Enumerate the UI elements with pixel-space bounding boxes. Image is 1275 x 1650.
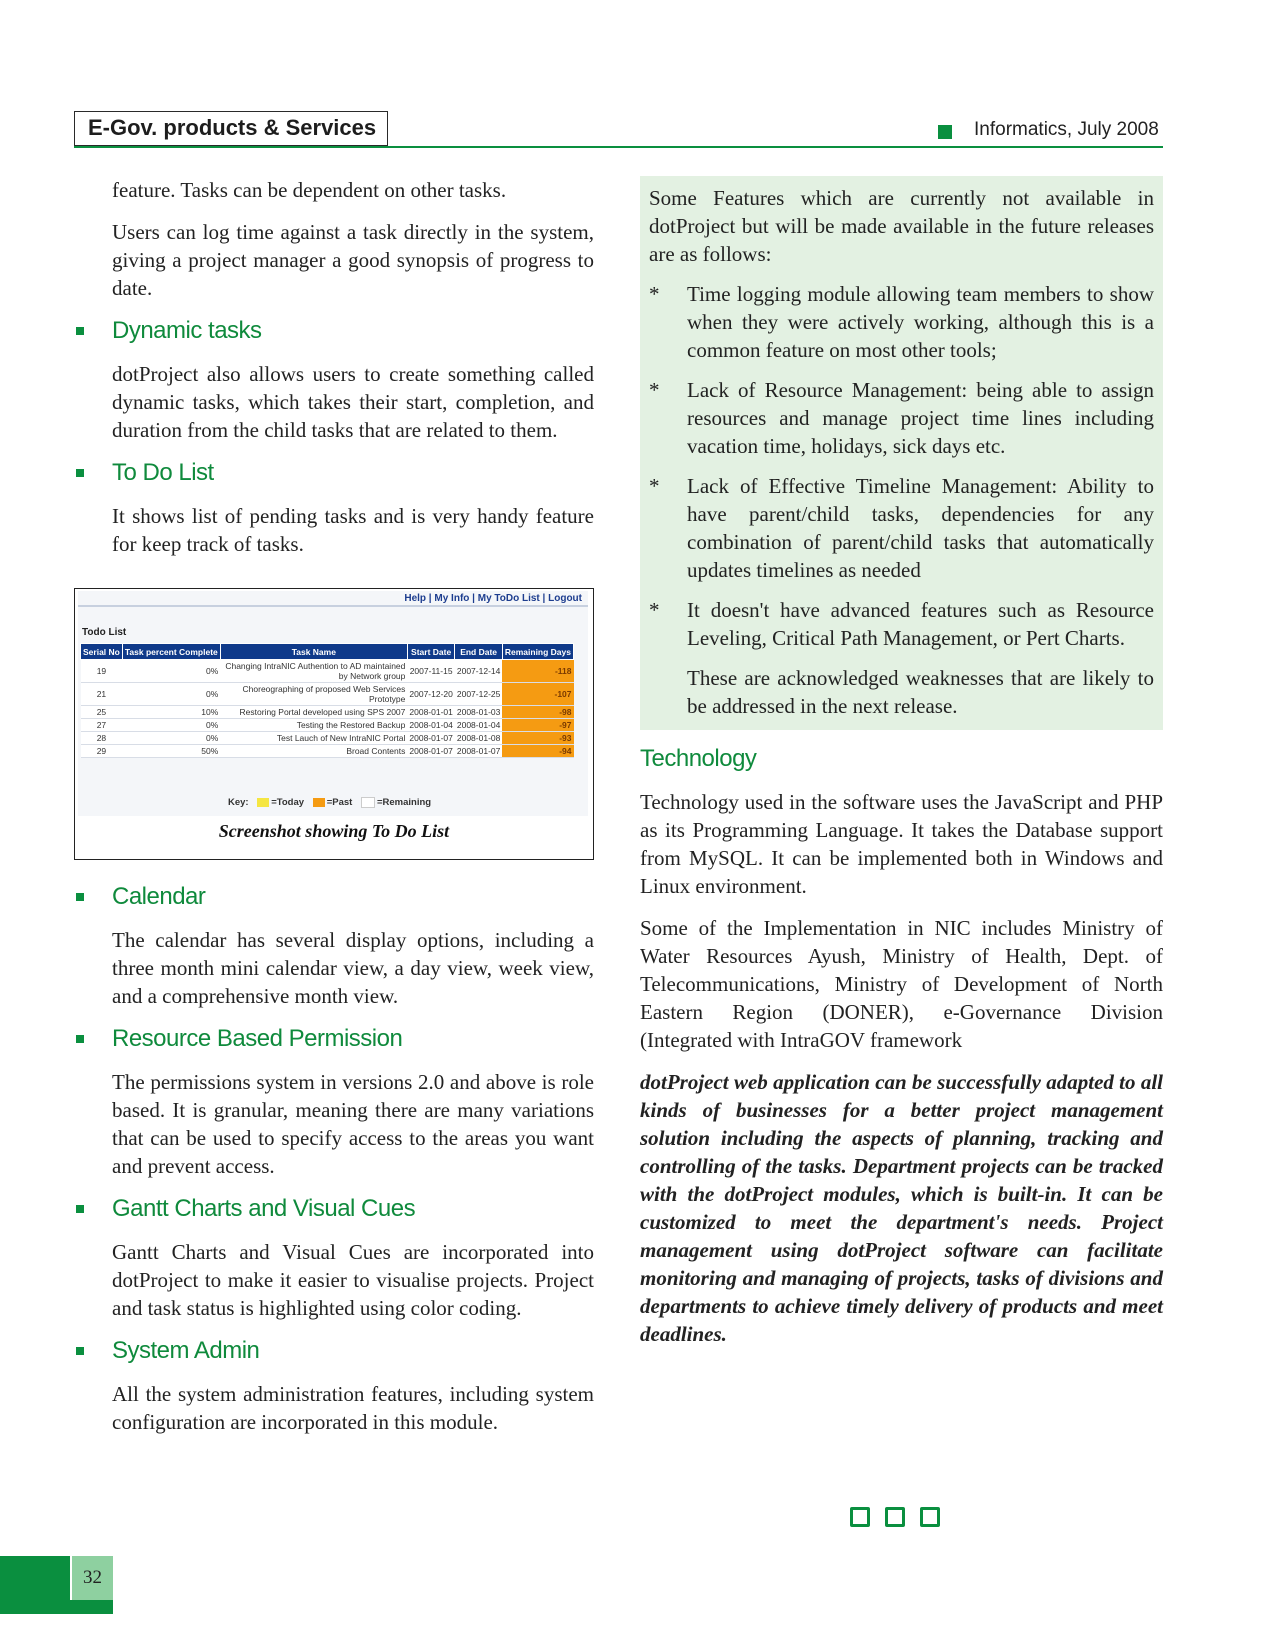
list-item-text: Time logging module allowing team members to show when they were actively working, although this is a common feature on most other tools; — [687, 282, 1154, 362]
bullet-square-icon — [76, 327, 84, 335]
left-column — [74, 176, 594, 1436]
heading-system-admin — [74, 1336, 594, 1366]
paragraph-permission: The permissions system in versions 2.0 and above is role based. It is granular, meaning there are many variations that can be used to specify access to the areas you want and prevent access. — [112, 1070, 594, 1178]
cell-end-date: 2007-12-14 — [455, 660, 502, 683]
cell-remaining-days: -93 — [502, 732, 573, 745]
heading-text: Technology — [640, 745, 757, 772]
paragraph-system-admin: All the system administration features, including system configuration are incorporated in this module. — [112, 1382, 594, 1434]
table-row — [81, 732, 574, 745]
right-column — [640, 176, 1163, 1348]
list-item-text: Lack of Effective Timeline Management: Ability to have parent/child tasks, dependencies for any combination of parent/child tasks that automatically updates timelines as needed — [687, 474, 1154, 582]
column-header: Remaining Days — [502, 644, 573, 660]
cell-end-date: 2008-01-04 — [456, 720, 501, 730]
paragraph-implementations: Some of the Implementation in NIC includes Ministry of Water Resources Ayush, Ministry of Health, Dept. of Telecommunications, Ministry of Development of North Eastern Region (DONER), e-Governance Division (Integrated with IntraGOV framework — [640, 916, 1163, 1052]
cell-percent: 50% — [122, 745, 220, 758]
cell-start-date: 2007-12-20 — [407, 683, 454, 706]
cell-remaining-days: -98 — [502, 706, 573, 719]
cell-remaining-days: -97 — [502, 719, 573, 732]
cell-percent: 0% — [122, 719, 220, 732]
key-remaining: =Remaining — [376, 797, 432, 809]
footer-green-strip — [0, 1600, 113, 1614]
paragraph-technology: Technology used in the software uses the JavaScript and PHP as its Programming Language. It takes the Database support from MySQL. It can be implemented both in Windows and Linux environment. — [640, 790, 1163, 898]
bullet-square-icon — [76, 1347, 84, 1355]
key-label: Key: — [228, 797, 249, 809]
screenshot-top-links: Help | My Info | My ToDo List | Logout — [404, 593, 582, 604]
bullet-square-icon — [76, 1035, 84, 1043]
cell-end-date: 2008-01-08 — [456, 733, 501, 743]
cell-percent: 0% — [122, 660, 220, 683]
table-row — [81, 719, 574, 732]
paragraph-todo-list: It shows list of pending tasks and is very handy feature for keep track of tasks. — [112, 504, 594, 556]
cell-percent: 10% — [122, 706, 220, 719]
cell-remaining-days: -94 — [502, 745, 573, 758]
paragraph-dynamic-tasks: dotProject also allows users to create something called dynamic tasks, which takes their start, completion, and duration from the child tasks that are related to them. — [112, 362, 594, 442]
bullet-square-icon — [76, 1205, 84, 1213]
todo-list-screenshot-figure — [74, 588, 594, 860]
today-swatch — [257, 798, 269, 807]
list-item — [649, 596, 1154, 652]
heading-todo-list — [74, 458, 594, 488]
heading-text: Calendar — [112, 883, 206, 910]
column-header: Task Name — [220, 644, 407, 660]
heading-text: Dynamic tasks — [112, 317, 262, 344]
cell-serial: 28 — [81, 732, 123, 745]
cell-task-name: Broad Contents — [220, 745, 407, 758]
screenshot-key-legend — [228, 797, 431, 808]
table-row — [81, 706, 574, 719]
cell-start-date: 2007-11-15 — [407, 660, 454, 683]
list-item — [649, 280, 1154, 364]
heading-gantt-charts — [74, 1194, 594, 1224]
column-header: Serial No — [81, 644, 123, 660]
cell-start-date: 2008-01-01 — [409, 707, 453, 717]
key-past: =Past — [326, 797, 353, 809]
todo-list-screenshot — [78, 591, 588, 816]
heading-calendar — [74, 882, 594, 912]
header-rule — [74, 146, 1163, 148]
list-item — [649, 376, 1154, 460]
table-row — [81, 683, 574, 706]
cell-end-date: 2008-01-03 — [456, 707, 501, 717]
table-row — [81, 745, 574, 758]
bullet-square-icon — [76, 469, 84, 477]
cell-task-name: Test Lauch of New IntraNIC Portal — [220, 732, 407, 745]
column-header: Start Date — [407, 644, 454, 660]
header-square-icon — [938, 125, 952, 139]
star-bullet: * — [649, 378, 660, 402]
cell-percent: 0% — [122, 732, 220, 745]
cell-end-date: 2007-12-25 — [455, 683, 502, 706]
column-header: End Date — [455, 644, 502, 660]
issue-label: Informatics, July 2008 — [974, 119, 1159, 140]
cell-task-name: Restoring Portal developed using SPS 2007 — [220, 706, 407, 719]
figure-caption: Screenshot showing To Do List — [218, 821, 450, 841]
list-item-text: It doesn't have advanced features such as Resource Leveling, Critical Path Management, or Pert Charts. — [687, 598, 1154, 650]
end-square-icon — [885, 1507, 905, 1527]
future-features-box — [640, 176, 1163, 730]
heading-dynamic-tasks — [74, 316, 594, 346]
heading-text: System Admin — [112, 1337, 260, 1364]
footer-green-block — [0, 1556, 70, 1600]
page-number: 32 — [83, 1567, 102, 1588]
key-today: =Today — [271, 797, 305, 809]
paragraph-time-logging: Users can log time against a task directly in the system, giving a project manager a good synopsis of progress to date. — [112, 220, 594, 300]
table-row — [81, 660, 574, 683]
section-title: E-Gov. products & Services — [88, 115, 377, 140]
cell-serial: 19 — [81, 660, 123, 683]
section-header-box — [74, 111, 388, 146]
bullet-square-icon — [76, 893, 84, 901]
heading-resource-permission — [74, 1024, 594, 1054]
column-header: Task percent Complete — [122, 644, 220, 660]
cell-task-name: Changing IntraNIC Authention to AD maintained by Network group — [220, 660, 407, 683]
paragraph-gantt: Gantt Charts and Visual Cues are incorporated into dotProject to make it easier to visualise projects. Project and task status is highlighted using color coding. — [112, 1240, 594, 1320]
star-bullet: * — [649, 474, 660, 498]
features-outro: These are acknowledged weaknesses that are likely to be addressed in the next release. — [687, 666, 1154, 718]
cell-remaining-days: -107 — [502, 683, 573, 706]
star-bullet: * — [649, 282, 660, 306]
cell-start-date: 2008-01-07 — [409, 733, 453, 743]
paragraph-calendar: The calendar has several display options, including a three month mini calendar view, a day view, week view, and a comprehensive month view. — [112, 928, 594, 1008]
heading-text: To Do List — [112, 459, 214, 486]
cell-start-date: 2008-01-07 — [409, 746, 453, 756]
screenshot-top-bar — [78, 605, 588, 607]
list-item-text: Lack of Resource Management: being able to assign resources and manage project time lines including vacation time, holidays, sick days etc. — [687, 378, 1154, 458]
cell-task-name: Testing the Restored Backup — [220, 719, 407, 732]
features-outro-wrap — [649, 664, 1154, 720]
screenshot-todo-title: Todo List — [82, 627, 127, 638]
heading-text: Gantt Charts and Visual Cues — [112, 1195, 416, 1222]
past-swatch — [313, 798, 325, 807]
list-item — [649, 472, 1154, 584]
star-bullet: * — [649, 598, 660, 622]
cell-serial: 21 — [81, 683, 123, 706]
features-intro: Some Features which are currently not available in dotProject but will be made available in the future releases are as follows: — [649, 186, 1154, 266]
paragraph-task-dependency: feature. Tasks can be dependent on other tasks. — [112, 178, 507, 202]
end-square-icon — [850, 1507, 870, 1527]
heading-technology — [640, 744, 1163, 774]
cell-end-date: 2008-01-07 — [456, 746, 501, 756]
cell-start-date: 2008-01-04 — [409, 720, 453, 730]
end-of-article-marks — [850, 1507, 955, 1532]
cell-serial: 25 — [81, 706, 123, 719]
todo-table — [80, 643, 574, 758]
cell-serial: 29 — [81, 745, 123, 758]
remaining-swatch — [361, 797, 375, 808]
cell-percent: 0% — [122, 683, 220, 706]
todo-table-header-row — [81, 644, 574, 660]
heading-text: Resource Based Permission — [112, 1025, 403, 1052]
cell-serial: 27 — [81, 719, 123, 732]
paragraph-conclusion: dotProject web application can be successfully adapted to all kinds of businesses for a better project management solution including the aspects of planning, tracking and controlling of the tasks. Department projects can be tracked with the dotProject modules, which is built-in. It can be customized to meet the department's needs. Project management using dotProject software can facilitate monitoring and managing of projects, tasks of divisions and departments to achieve timely delivery of products and meet deadlines. — [640, 1070, 1163, 1346]
cell-task-name: Choreographing of proposed Web Services Prototype — [220, 683, 407, 706]
cell-remaining-days: -118 — [502, 660, 573, 683]
end-square-icon — [920, 1507, 940, 1527]
